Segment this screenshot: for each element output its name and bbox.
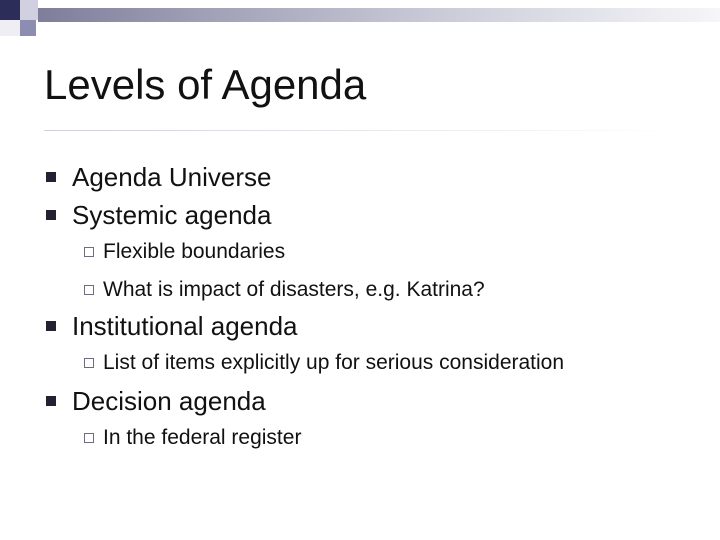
deco-square-mid [20,20,36,36]
deco-square-faint [0,20,20,36]
sub-bullet-text: Flexible boundaries [103,240,286,263]
bullet-text: Institutional agenda [72,311,298,341]
hollow-square-bullet-icon [84,285,94,295]
deco-square-dark [0,0,20,20]
bullet-item-decision-agenda [46,388,266,414]
hollow-square-bullet-icon [84,247,94,257]
hollow-square-bullet-icon [84,433,94,443]
sub-bullet-text: In the federal register [103,426,302,449]
bullet-item-agenda-universe [46,164,271,190]
bullet-item-systemic-agenda [46,202,271,228]
sub-bullet-item-federal-register [84,427,301,448]
sub-bullet-text: List of items explicitly up for serious consideration [103,351,565,374]
slide-title: Levels of Agenda [44,61,367,108]
bullet-text: Systemic agenda [72,200,272,230]
bullet-item-institutional-agenda [46,313,298,339]
square-bullet-icon [46,172,56,182]
bullet-text: Agenda Universe [72,162,272,192]
sub-bullet-item-list-of-items [84,352,564,373]
sub-bullet-item-flexible-boundaries [84,241,285,262]
sub-bullet-item-disasters [84,279,485,300]
square-bullet-icon [46,396,56,406]
hollow-square-bullet-icon [84,358,94,368]
square-bullet-icon [46,210,56,220]
header-gradient-bar [38,8,720,22]
sub-bullet-text: What is impact of disasters, e.g. Katrina? [103,278,485,301]
decorative-header [0,0,720,40]
deco-square-light [20,0,38,20]
square-bullet-icon [46,321,56,331]
title-divider [44,130,680,131]
bullet-text: Decision agenda [72,386,266,416]
